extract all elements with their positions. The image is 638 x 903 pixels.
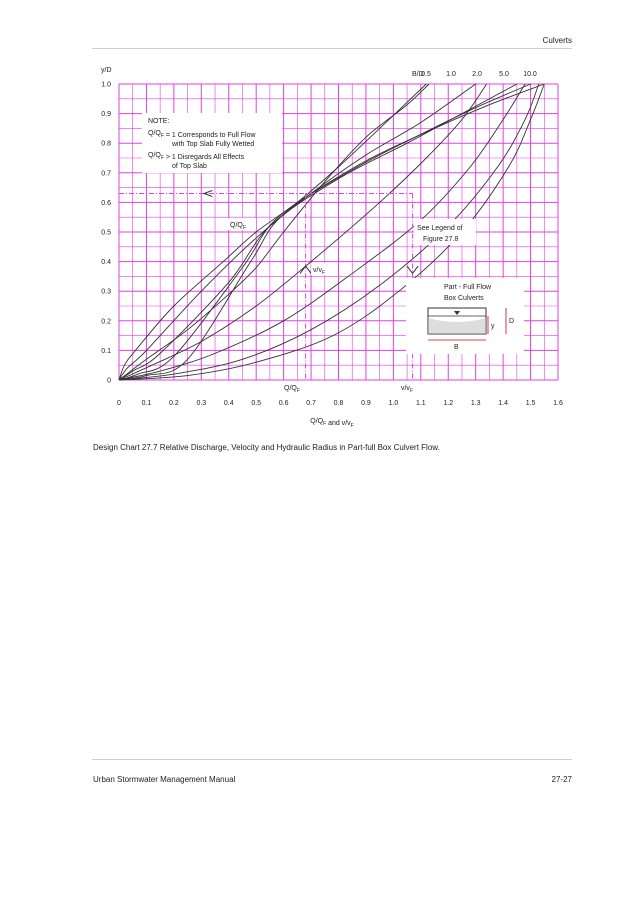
bd-value-label: 0.5 [421,71,431,78]
x-tick-label: 1.1 [415,400,426,407]
inset-title: Box Culverts [444,295,484,302]
y-tick-label: 1.0 [101,81,111,89]
x-tick-label: 0.3 [196,400,207,407]
y-tick-label: 0.4 [101,259,111,267]
y-axis-title: y/D [101,67,112,74]
y-tick-label: 0.2 [101,318,111,326]
header-divider [92,48,572,49]
vvf-axis-label: $v/v_F$ [400,385,414,394]
x-tick-label: 0 [117,400,121,407]
figure-caption: Design Chart 27.7 Relative Discharge, Velocity and Hydraulic Radius in Part-full Box Culvert Flow. [93,443,440,452]
inset-title: Part - Full Flow [444,284,492,291]
x-axis-title: $Q/Q_F$ and $v/v_F$ [310,418,354,429]
x-tick-label: 0.9 [361,400,371,407]
y-tick-label: 0.3 [101,288,111,296]
qqf-axis-label: $Q/Q_F$ [284,385,300,394]
note-line: $Q/Q_F > 1$ Disregards All Effects [148,152,245,161]
x-tick-label: 0.8 [333,400,344,407]
bd-value-label: 5.0 [499,71,509,78]
note-line: with Top Slab Fully Wetted [172,141,255,148]
x-tick-label: 1.6 [553,400,563,407]
x-tick-label: 1.0 [388,400,399,407]
y-tick-label: 0 [107,377,111,385]
x-tick-label: 0.7 [306,400,316,407]
y-tick-label: 0.1 [101,347,111,355]
x-tick-label: 0.5 [251,400,262,407]
footer-divider [92,759,572,760]
bd-value-label: 1.0 [446,71,456,78]
x-tick-label: 1.3 [470,400,481,407]
legend-ref-line: See Legend of [417,225,463,232]
x-tick-label: 0.2 [169,400,179,407]
x-tick-label: 1.2 [443,400,454,407]
x-tick-label: 0.4 [223,400,234,407]
y-tick-label: 0.7 [101,170,111,178]
note-line: of Top Slab [172,163,207,170]
x-tick-label: 0.1 [141,400,152,407]
legend-ref-line: Figure 27.8 [423,236,459,243]
y-tick-label: 0.6 [101,199,111,207]
y-tick-label: 0.8 [101,140,111,148]
vvf-curve-label: $v/v_F$ [313,267,326,276]
note-line: $Q/Q_F = 1$ Corresponds to Full Flow [148,130,256,139]
bd-value-label: 2.0 [472,71,482,78]
inset-b-label: B [454,344,459,351]
qqf-curve-label: $Q/Q_F$ [230,222,246,231]
page-number: 27-27 [551,775,572,784]
x-tick-label: 0.6 [278,400,289,407]
note-title: NOTE: [148,118,170,125]
inset-y-label: y [491,323,495,330]
bd-value-label: 10.0 [523,71,537,78]
y-tick-label: 0.5 [101,229,111,237]
bd-label: B/D [412,71,424,78]
manual-title: Urban Stormwater Management Manual [93,775,236,784]
x-tick-label: 1.5 [525,400,536,407]
section-title: Culverts [542,36,572,45]
x-tick-label: 1.4 [498,400,508,407]
y-tick-label: 0.9 [101,111,111,119]
inset-d-label: D [509,318,515,325]
design-chart [92,56,572,436]
